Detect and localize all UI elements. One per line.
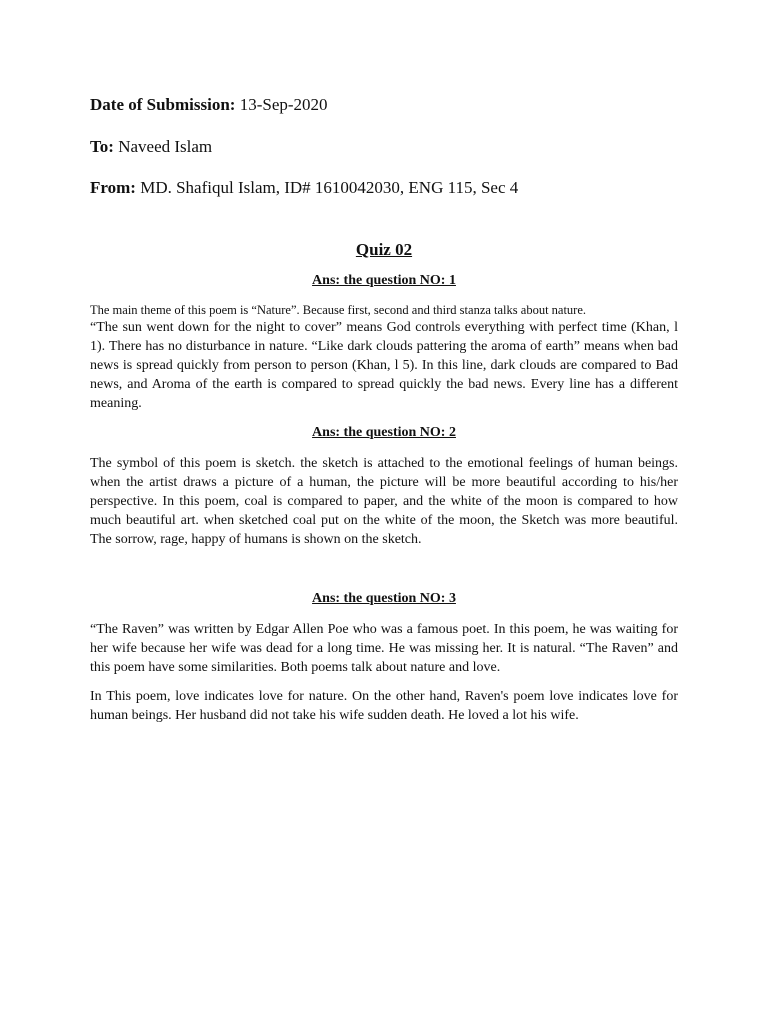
date-value: 13-Sep-2020 <box>239 95 328 114</box>
section-1-paragraph: “The sun went down for the night to cover” means God controls everything with perfect time (Khan, l 1). There has no disturbance in nature. “Like dark clouds pattering the aroma of earth” means when bad news is spread quickly from person to person (Khan, l 5). In this line, dark clouds are compared to Bad news, and Aroma of the earth is compared to spread quickly the bad news. Every line has a different meaning. <box>90 320 678 411</box>
section-3-paragraph-2: In This poem, love indicates love for nature. On the other hand, Raven's poem love indicates love for human beings. Her husband did not take his wife sudden death. He loved a lot his wife. <box>90 689 678 723</box>
section-3-paragraph-1: “The Raven” was written by Edgar Allen Poe who was a famous poet. In this poem, he was waiting for her wife because her wife was dead for a long time. He was missing her. It is natural. “The Raven” and this poem have some similarities. Both poems talk about nature and love. <box>90 622 678 675</box>
to-label: To: <box>90 137 114 156</box>
from-value: MD. Shafiqul Islam, ID# 1610042030, ENG 115, Sec 4 <box>140 178 519 197</box>
section-heading-3: Ans: the question NO: 3 <box>312 591 456 606</box>
section-1-intro: The main theme of this poem is “Nature”. Because first, second and third stanza talks about nature. <box>90 303 587 317</box>
from-label: From: <box>90 178 136 197</box>
date-of-submission <box>90 95 328 115</box>
to-line <box>90 137 212 157</box>
date-label: Date of Submission: <box>90 95 236 114</box>
to-value: Naveed Islam <box>118 137 213 156</box>
section-2-paragraph: The symbol of this poem is sketch. the sketch is attached to the emotional feelings of human beings. when the artist draws a picture of a human, the picture will be more beautiful according to his/her perspective. In this poem, coal is compared to paper, and the white of the moon is compared to how much beautiful art. when sketched coal put on the white of the moon, the Sketch was more beautiful. The sorrow, rage, happy of humans is shown on the sketch. <box>90 456 678 547</box>
section-heading-2: Ans: the question NO: 2 <box>312 425 456 440</box>
section-heading-1: Ans: the question NO: 1 <box>312 273 456 288</box>
page-title: Quiz 02 <box>355 240 413 259</box>
from-line <box>90 178 518 198</box>
